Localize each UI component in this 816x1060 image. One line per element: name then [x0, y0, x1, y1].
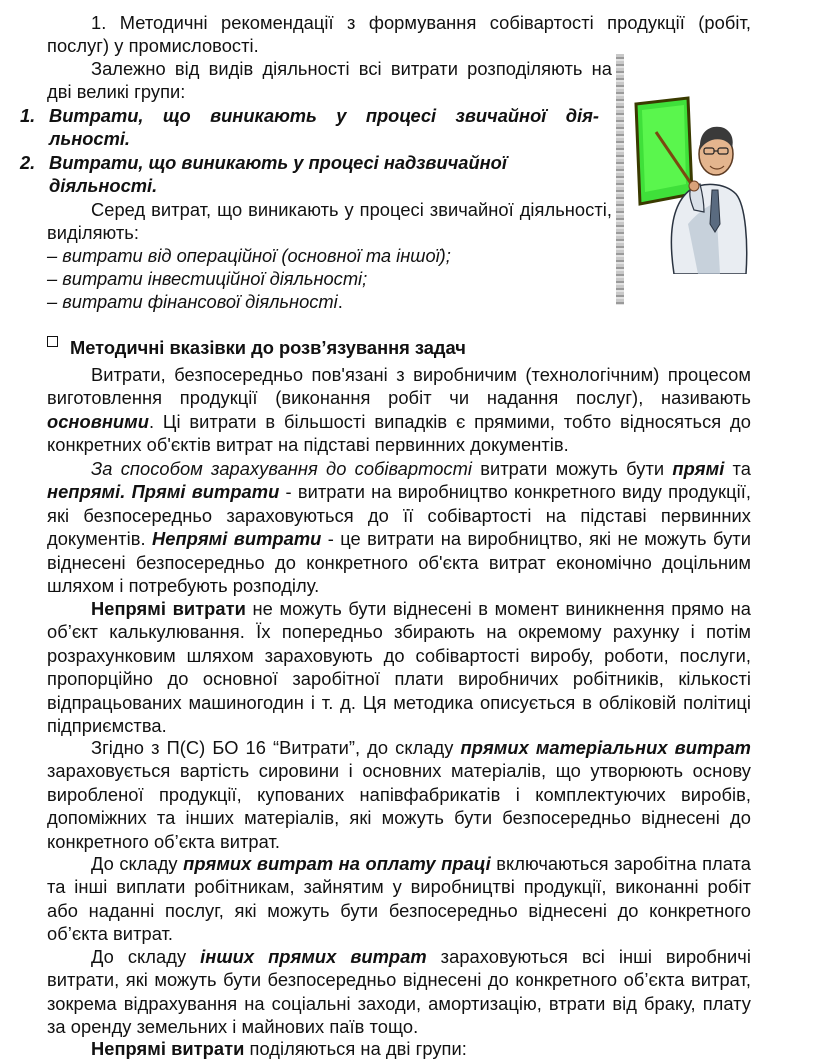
paragraph-material-costs: Згідно з П(С) БО 16 “Витрати”, до складу прямих матеріальних витрат зараховується вартість сировини і основних матеріалів, що утворюють основу виробленої продукції, купованих напівфабрикатів і комплектуючих виробів, допоміжних та інших матеріалів, які можуть бути безпосередньо віднесені до конкретного об’єкта витрат.	[47, 737, 751, 852]
illustration-frame	[616, 54, 624, 305]
ordinary-activity-lead: Серед витрат, що виникають у процесі звичайної діяльності, виділяють:	[47, 199, 612, 244]
paragraph-other-direct-costs: До складу інших прямих витрат зараховуються всі інші виробничі витрати, які можуть бути безпосередньо віднесені до конкретного об’єкта витрат, зокрема відрахування на соціальні заходи, амортизацію, втрати від браку, плату за оренду земельних і майнових паїв тощо.	[47, 946, 751, 1038]
paragraph-indirect-groups: Непрямі витрати поділяються на дві групи:	[91, 1038, 467, 1059]
paragraph-indirect-costs: Непрямі витрати не можуть бути віднесені в момент виникнення прямо на об’єкт калькулювання. Їх попередньо збирають на окремому рахунку і потім розрахунковим шляхом зараховують до собівартості виробу, роботи, послуги, пропорційно до основної заробітної плати виробничих робітників, кількості відпрацьованих машиногодин і т. д. Ця методика описується в обліковій політиці підприємства.	[47, 598, 751, 737]
paragraph-direct-indirect: За способом зарахування до собівартості витрати можуть бути прямі та непрямі. Прямі витрати - витрати на виробництво конкретного виду продукції, які безпосередньо зараховуються до її собівартості на підставі первинних документів. Непрямі витрати - це витрати на виробництво, які не можуть бути віднесені безпосередньо до конкретного об'єкта витрат економічно доцільним шляхом і потребують розподілу.	[47, 458, 751, 597]
paragraph-labor-costs: До складу прямих витрат на оплату праці включаються заробітна плата та інші виплати робітникам, зайнятим у виробництві продукції, виконанні робіт або наданні послуг, які можуть бути безпосередньо віднесені до конкретного об’єкта витрат.	[47, 853, 751, 945]
checkbox-bullet-icon	[47, 336, 58, 347]
intro-lead: Залежно від видів діяльності всі витрати розподіляють на дві великі групи:	[47, 58, 612, 103]
group-item-1: 1. Витрати, що виникають у процесі звичайної дія- льності.	[20, 105, 599, 150]
dash-item-2: – витрати інвестиційної діяльності;	[47, 268, 368, 289]
intro-item-1: 1. Методичні рекомендації з формування собівартості продукції (робіт, послуг) у промисловості.	[47, 12, 751, 57]
dash-item-3: – витрати фінансової діяльності.	[47, 291, 343, 312]
paragraph-main-costs: Витрати, безпосередньо пов'язані з виробничим (технологічним) процесом виготовлення продукції (виконання робіт чи надання послуг), називають основними. Ці витрати в більшості випадків є прямими, тобто відносяться до конкретних об'єктів витрат на підставі первинних документів.	[47, 364, 751, 456]
section-heading: Методичні вказівки до розв’язування задач	[47, 336, 466, 359]
dash-item-1: – витрати від операційної (основної та іншої);	[47, 245, 451, 266]
teacher-illustration	[628, 84, 748, 274]
group-item-2: 2. Витрати, що виникають у процесі надзвичайної діяльності.	[20, 152, 507, 197]
